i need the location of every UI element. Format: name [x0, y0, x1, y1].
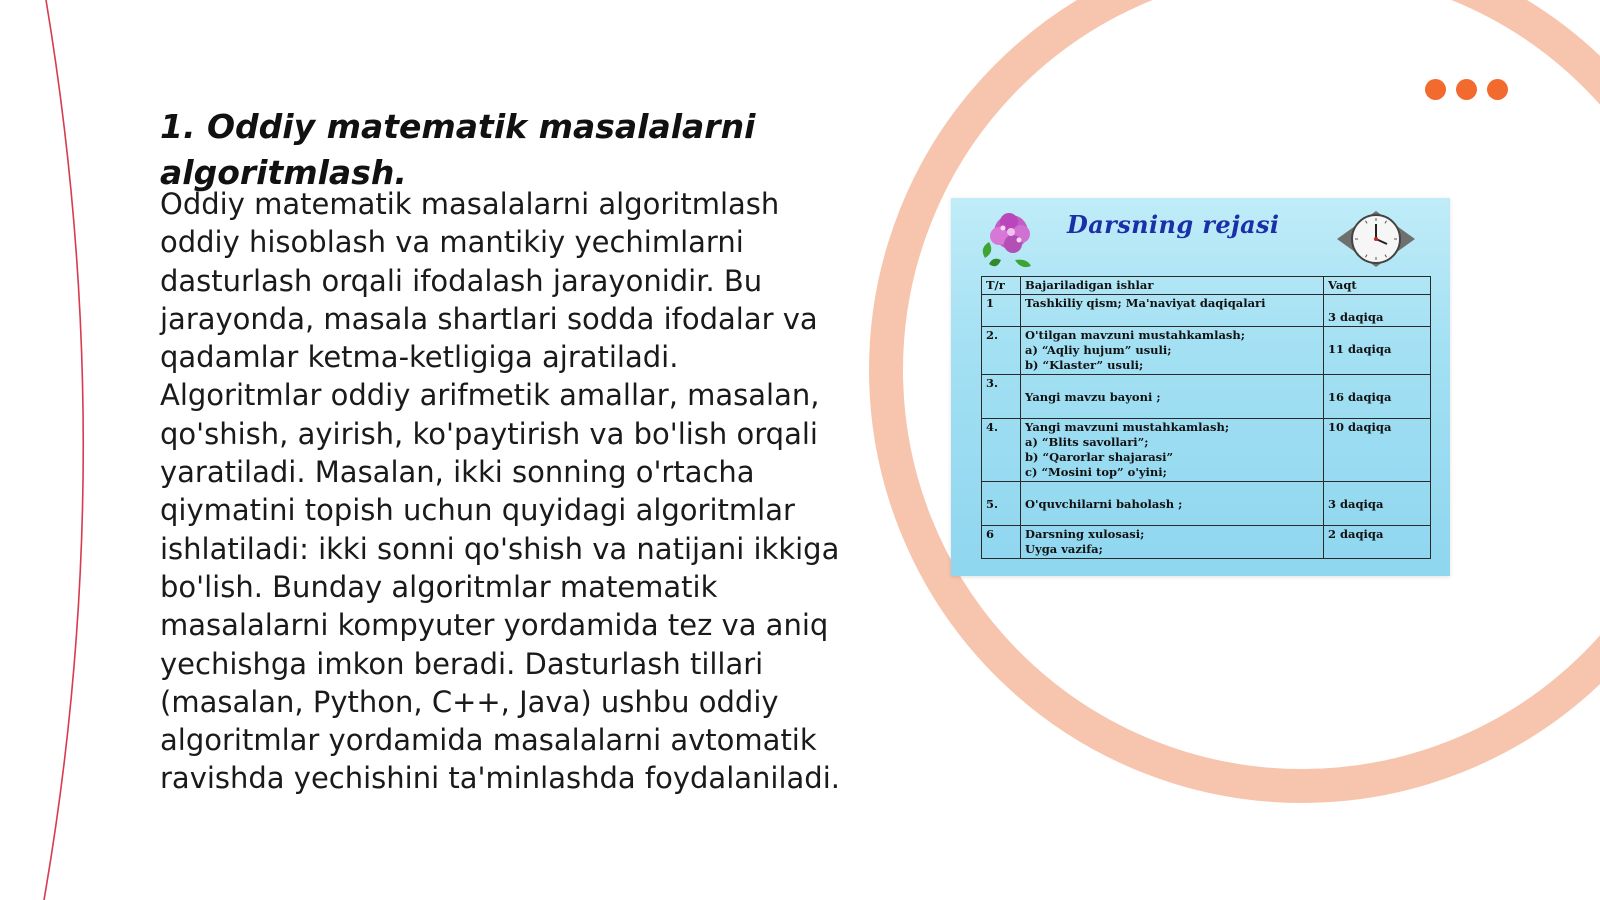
table-row	[982, 375, 1431, 419]
task-line: b) “Klaster” usuli;	[1025, 358, 1144, 372]
row-task	[1021, 375, 1324, 419]
task-line: Darsning xulosasi;	[1025, 527, 1145, 541]
row-task	[1021, 526, 1324, 559]
task-line: Tashkiliy qism; Ma'naviyat daqiqalari	[1025, 296, 1266, 310]
header-cell: Vaqt	[1324, 277, 1431, 295]
row-task	[1021, 419, 1324, 482]
table-row	[982, 295, 1431, 327]
row-task	[1021, 482, 1324, 526]
row-time	[1324, 327, 1431, 375]
flower-icon	[975, 208, 1039, 272]
row-number: 6	[982, 526, 1021, 559]
task-line: b) “Qarorlar shajarasi”	[1025, 450, 1174, 464]
table-row	[982, 327, 1431, 375]
side-curve-line	[44, 0, 83, 900]
slide-title: 1. Oddiy matematik masalalarni algoritmlash.	[160, 107, 756, 192]
row-time	[1324, 482, 1431, 526]
header-cell: T/r	[982, 277, 1021, 295]
plan-title: Darsning rejasi	[1067, 210, 1280, 239]
time-value: 3 daqiqa	[1328, 497, 1384, 511]
table-row	[982, 526, 1431, 559]
task-line: Yangi mavzuni mustahkamlash;	[1025, 420, 1230, 434]
table-row	[982, 419, 1431, 482]
dot	[1487, 79, 1508, 100]
lesson-plan-image	[951, 198, 1450, 576]
row-time	[1324, 295, 1431, 327]
slide-body-text: Oddiy matematik masalalarni algoritmlash oddiy hisoblash va mantikiy yechimlarni dasturlash orqali ifodalash jarayonidir. Bu jarayonda, masala shartlari sodda ifodalar va qadamlar ketma-ketligiga ajratiladi. Algoritmlar oddiy arifmetik amallar, masalan, qo'shish, ayirish, ko'paytirish va bo'lish orqali yaratiladi. Masalan, ikki sonning o'rtacha qiymatini topish uchun quyidagi algoritmlar ishlatiladi: ikki sonni qo'shish va natijani ikkiga bo'lish. Bunday algoritmlar matematik masalalarni kompyuter yordamida tez va aniq yechishga imkon beradi. Dasturlash tillari (masalan, Python, C++, Java) ushbu oddiy algoritmlar yordamida masalalarni avtomatik ravishda yechishini ta'minlashda foydalaniladi.	[160, 187, 840, 796]
table-header-row	[982, 277, 1431, 295]
row-number: 2.	[982, 327, 1021, 375]
dot	[1456, 79, 1477, 100]
table-row	[982, 482, 1431, 526]
more-dots-icon	[1425, 79, 1508, 100]
row-task	[1021, 295, 1324, 327]
row-number: 4.	[982, 419, 1021, 482]
row-number: 1	[982, 295, 1021, 327]
dot	[1425, 79, 1446, 100]
task-line: a) “Blits savollari”;	[1025, 435, 1149, 449]
time-value: 11 daqiqa	[1328, 342, 1392, 356]
row-number: 3.	[982, 375, 1021, 419]
clock-icon	[1335, 210, 1417, 268]
row-time: 2 daqiqa	[1324, 526, 1431, 559]
task-line: a) “Aqliy hujum” usuli;	[1025, 343, 1172, 357]
row-task	[1021, 327, 1324, 375]
task-line: O'quvchilarni baholash ;	[1025, 497, 1183, 511]
task-line: Uyga vazifa;	[1025, 542, 1103, 556]
row-number: 5.	[982, 482, 1021, 526]
time-value: 3 daqiqa	[1328, 310, 1384, 324]
row-time	[1324, 375, 1431, 419]
header-cell: Bajariladigan ishlar	[1021, 277, 1324, 295]
task-line: O'tilgan mavzuni mustahkamlash;	[1025, 328, 1245, 342]
row-time: 10 daqiqa	[1324, 419, 1431, 482]
lesson-plan-table	[981, 276, 1431, 559]
task-line: Yangi mavzu bayoni ;	[1025, 390, 1161, 404]
task-line: c) “Mosini top” o'yini;	[1025, 465, 1167, 479]
time-value: 16 daqiqa	[1328, 390, 1392, 404]
